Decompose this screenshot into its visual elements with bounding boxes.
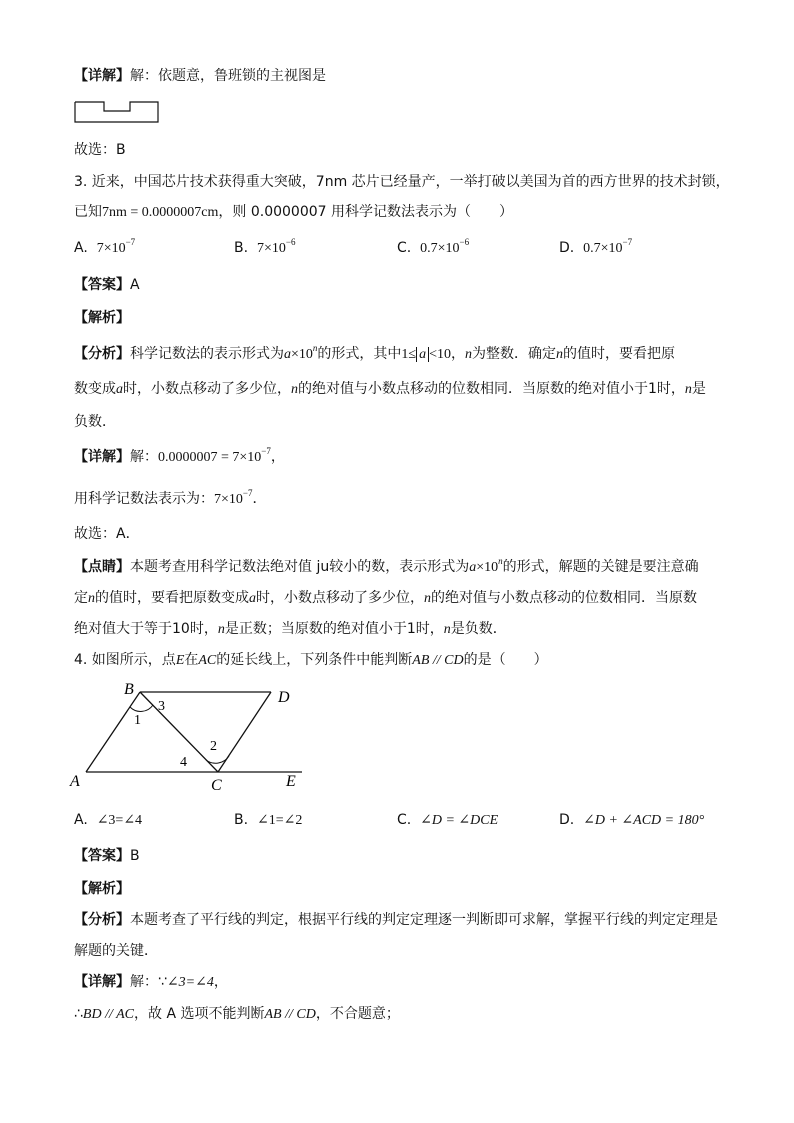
math-var: a — [249, 591, 256, 606]
text: 解：∵ — [130, 974, 167, 990]
option-letter: B. — [234, 240, 249, 256]
text: 是 — [691, 381, 706, 397]
math: 7×10 — [214, 492, 243, 507]
q3-fenxi-line1 — [74, 344, 675, 365]
text: 解： — [130, 449, 158, 465]
text: ， — [270, 449, 285, 465]
option-value: 7×10 — [96, 241, 126, 256]
math: AB // CD — [264, 1007, 316, 1022]
option-exponent: −6 — [459, 237, 470, 247]
text: 时，小数点移动了多少位， — [123, 381, 291, 397]
option-letter: D. — [559, 812, 575, 828]
text: 为整数．确定 — [472, 346, 556, 362]
text: 的值时，要看把原 — [563, 346, 675, 362]
angle-arc-C — [206, 756, 229, 763]
answer-tag: 【答案】 — [74, 848, 130, 864]
option-value: ∠D = ∠DCE — [420, 813, 499, 828]
q3-stem-line2 — [74, 202, 513, 223]
q4-fenxi-line2: 解题的关键． — [74, 943, 158, 959]
math-var: n — [556, 347, 563, 362]
q4-stem — [74, 650, 548, 671]
angle-label-3: 3 — [158, 699, 165, 714]
text: 在 — [184, 652, 199, 668]
text: 是正数；当原数的绝对值小于1时， — [224, 621, 444, 637]
text: ， — [451, 346, 465, 362]
q3-fenxi-line2 — [74, 379, 706, 400]
angle-label-2: 2 — [210, 739, 217, 754]
segment-AB — [86, 692, 140, 772]
math-var: n — [465, 347, 472, 362]
detail-text: 解：依题意，鲁班锁的主视图是 — [130, 68, 326, 84]
label-E: E — [286, 773, 296, 790]
text: ． — [252, 491, 267, 507]
text: 4. 如图所示，点 — [74, 652, 176, 668]
text: 的是（ ） — [463, 652, 548, 668]
q4-answer-line — [74, 846, 140, 866]
math-exp: n — [498, 556, 503, 566]
answer-value: B — [130, 848, 140, 864]
q3-result-line — [74, 489, 266, 510]
q3-option-d — [559, 238, 632, 259]
fenxi-tag: 【分析】 — [74, 912, 130, 928]
math-var: n — [88, 591, 95, 606]
front-view-figure — [74, 100, 164, 126]
q3-given-equation: 7nm = 0.0000007cm — [102, 205, 219, 220]
math: <10 — [429, 347, 451, 362]
q3-stem-line1: 3. 近来，中国芯片技术获得重大突破，7nm 芯片已经量产，一举打破以美国为首的西方世界的技术封锁， — [74, 174, 730, 190]
option-value: 0.7×10 — [583, 241, 623, 256]
math-exp: n — [312, 343, 318, 353]
q3-analysis-tag: 【解析】 — [74, 310, 130, 326]
math-exp: −7 — [261, 446, 271, 456]
q4-option-a — [74, 810, 142, 831]
angle-arc-B — [130, 705, 153, 711]
text: ∴ — [74, 1006, 83, 1022]
text: 数变成 — [74, 381, 116, 397]
option-letter: C. — [397, 240, 412, 256]
option-letter: A. — [74, 812, 88, 828]
math-var: n — [684, 382, 692, 397]
option-value: 7×10 — [256, 241, 286, 256]
q3-stem-text: 已知 — [74, 204, 102, 220]
q4-fenxi-line1 — [74, 910, 718, 930]
math: 0.0000007 = 7×10 — [158, 450, 262, 465]
text: 时，小数点移动了多少位， — [256, 590, 424, 606]
q4-conclusion-line — [74, 1004, 400, 1025]
text: 的值时，要看把原数变成 — [95, 590, 249, 606]
geometry-figure — [66, 678, 336, 796]
q4-analysis-tag: 【解析】 — [74, 881, 130, 897]
text: ，不合题意； — [315, 1006, 400, 1022]
label-A: A — [70, 773, 80, 790]
prev-choice: 故选：B — [74, 142, 126, 158]
option-letter: B. — [234, 812, 249, 828]
detail-tag: 【详解】 — [74, 974, 130, 990]
option-letter: A. — [74, 240, 88, 256]
math: AB // CD — [412, 653, 464, 668]
q3-comment-line1 — [74, 557, 699, 578]
text: 的形式，解题的关键是要注意确 — [502, 559, 699, 575]
detail-tag: 【详解】 — [74, 449, 130, 465]
option-value: ∠3=∠4 — [96, 813, 143, 828]
option-exponent: −7 — [622, 237, 633, 247]
q3-option-c — [397, 238, 469, 259]
text: ，故 A 选项不能判断 — [134, 1006, 265, 1022]
math-exp: −7 — [242, 488, 253, 498]
option-letter: C. — [397, 812, 412, 828]
answer-value: A — [130, 277, 140, 293]
q4-option-c — [397, 810, 498, 831]
q4-option-d — [559, 810, 704, 831]
q3-detail-line — [74, 447, 285, 468]
detail-tag: 【详解】 — [74, 68, 130, 84]
fenxi-tag: 【分析】 — [74, 346, 130, 362]
label-D: D — [278, 689, 290, 706]
math-var: a — [116, 382, 123, 397]
math-var: AC — [198, 653, 217, 668]
q3-comment-line2 — [74, 588, 697, 609]
q3-choice: 故选：A． — [74, 526, 140, 542]
math-var: n — [217, 622, 225, 637]
math: ∠3=∠4 — [166, 975, 214, 990]
q3-comment-line3 — [74, 619, 507, 640]
math: ×10 — [476, 560, 499, 575]
q3-fenxi-line3: 负数． — [74, 414, 116, 430]
text: 本题考查了平行线的判定，根据平行线的判定定理逐一判断即可求解，掌握平行线的判定定理是 — [130, 912, 718, 928]
math: ×10 — [291, 347, 313, 362]
text: 用科学记数法表示为： — [74, 491, 214, 507]
text: 的延长线上，下列条件中能判断 — [216, 652, 413, 668]
text: 的形式，其中 — [317, 346, 402, 362]
label-C: C — [211, 777, 222, 794]
math-abs: a — [416, 347, 429, 362]
option-value: ∠1=∠2 — [256, 813, 303, 828]
q3-option-a — [74, 238, 135, 259]
option-value: ∠D + ∠ACD = 180° — [583, 813, 705, 828]
text: 本题考查用科学记数法绝对值 ju较小的数，表示形式为 — [130, 559, 470, 575]
text: 是负数． — [450, 621, 507, 637]
math-var: n — [291, 382, 298, 397]
option-exponent: −6 — [285, 237, 296, 247]
text: ， — [213, 974, 228, 990]
comment-tag: 【点睛】 — [74, 559, 130, 575]
option-exponent: −7 — [125, 237, 136, 247]
answer-tag: 【答案】 — [74, 277, 130, 293]
angle-label-4: 4 — [180, 755, 187, 770]
q3-option-b — [234, 238, 295, 259]
q3-answer-line — [74, 275, 140, 295]
text: 绝对值大于等于10时， — [74, 621, 218, 637]
text: 的绝对值与小数点移动的位数相同．当原数 — [431, 590, 697, 606]
q3-stem-question: ，则 0.0000007 用科学记数法表示为（ ） — [218, 204, 513, 220]
text: 科学记数法的表示形式为 — [130, 346, 284, 362]
q4-detail-line — [74, 972, 228, 993]
q4-option-b — [234, 810, 302, 831]
front-view-outline — [75, 102, 158, 122]
math: 1≤ — [401, 347, 417, 362]
math-var: E — [175, 653, 185, 668]
prev-detail-line — [74, 66, 326, 86]
text: 定 — [74, 590, 88, 606]
label-B: B — [124, 681, 134, 698]
option-letter: D. — [559, 240, 575, 256]
angle-label-1: 1 — [134, 713, 141, 728]
math-var: n — [443, 622, 451, 637]
math-var: a — [284, 347, 291, 362]
math-var: n — [424, 591, 431, 606]
math: BD // AC — [82, 1007, 134, 1022]
math-var: a — [469, 560, 477, 575]
text: 的绝对值与小数点移动的位数相同．当原数的绝对值小于1时， — [298, 381, 685, 397]
option-value: 0.7×10 — [420, 241, 460, 256]
